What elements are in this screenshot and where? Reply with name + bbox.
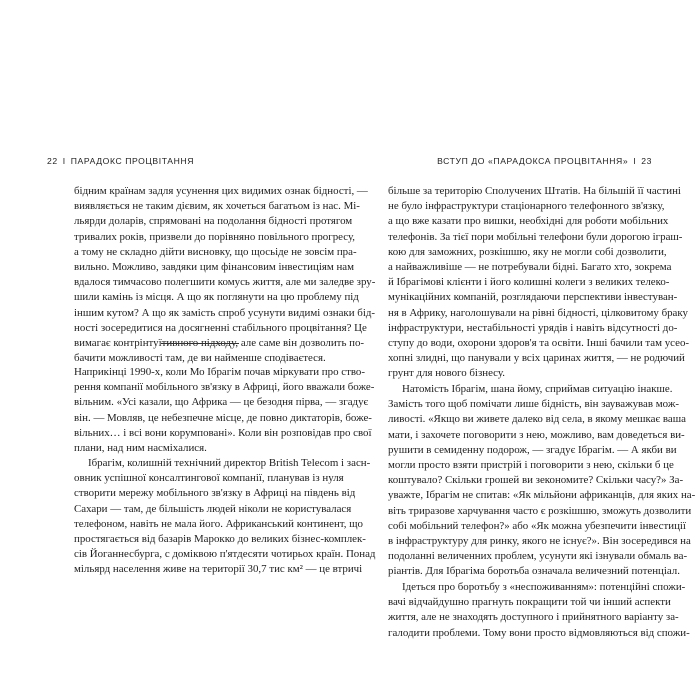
running-head-separator: I <box>62 156 66 166</box>
text-line: вільним. «Усі казали, що Африка — це безодня пірва, — згадує <box>74 396 369 409</box>
text-line: й Ібрагімові клієнти і його колишні колеги з великих телеко- <box>388 276 670 289</box>
text-line: шили камінь із місця. А що як поглянути на цю проблему під <box>74 291 359 304</box>
text-line: плани, над ним насміхалися. <box>74 441 207 454</box>
left-paragraph-2 <box>74 365 375 456</box>
text-line: телефонів. За тієї пори мобільні телефони були дорогою іграш- <box>388 230 683 243</box>
text-line: не було інфраструктури стаціонарного телефонного зв'язку, <box>388 200 665 213</box>
text-line: вимагає контрінтуїтивного підходу, але саме він дозволить по- <box>74 336 365 349</box>
running-head-right <box>437 156 652 166</box>
text-line: в інфраструктуру для ринку, якого не існує?». Він зосередився на <box>388 534 691 547</box>
text-line: тривалих років, призвели до порівняно повільного прогресу, <box>74 230 356 243</box>
running-title-left: ПАРАДОКС ПРОЦВІТАННЯ <box>70 156 195 166</box>
text-line: ливості. «Якщо ви живете далеко від села, в якому мешкає ваша <box>388 413 686 426</box>
text-line: мати, і захочете поговорити з нею, можливо, вам доведеться ви- <box>388 428 685 441</box>
text-line: сів Йоганнесбурга, с доміквою п'ятдесяти чотирьох країн. Понад <box>74 548 376 561</box>
left-paragraph-1 <box>74 184 376 366</box>
text-line: а що вже казати про вишки, необхідні для роботи мобільних <box>388 215 669 228</box>
text-line: бачити можливості там, де ви найменше сподіваєтеся. <box>74 352 326 365</box>
text-line: уважте, Ібрагім не спитав: «Як мільйони африканців, для яких на- <box>388 489 696 502</box>
text-line: іншим кутом? А що як замість спроб усунути видимі ознаки бід- <box>74 306 376 319</box>
text-line: галодити проблеми. Тому вони просто відмовляються від спожи- <box>388 626 690 639</box>
text-line: Замість того щоб помічати лише бідність, він зауважував мож- <box>388 398 679 411</box>
text-line: собі мобільний телефон?» або «Як можна убезпечити інвестиції <box>388 519 686 532</box>
text-line: кою для заможних, розкішшю, яку не могли собі дозволити, <box>388 245 667 258</box>
text-line: грунт для нового бізнесу. <box>388 367 505 380</box>
text-line: виявляється не таким дієвим, як хочеться багатьом із нас. Мі- <box>74 200 360 213</box>
text-line: ності зосередитися на досягненні стабільного процвітання? Це <box>74 321 367 334</box>
running-title-right: ВСТУП ДО «ПАРАДОКСА ПРОЦВІТАННЯ» <box>437 156 629 166</box>
text-line: ня в Африку, наголошували на рівні бідності, цілковитому браку <box>388 306 688 319</box>
text-line: Ібрагім, колишній технічний директор British Telecom і засн- <box>88 457 371 469</box>
text-line: інфраструктури, нестабільності урядів і навіть відсутності до- <box>388 321 678 334</box>
text-line: могли просто взяти пристрій і поговорити з нею, скільки б це <box>388 458 674 471</box>
text-line: мільярд населення живе на території 30,7 тис км² — це втричі <box>74 563 363 576</box>
right-paragraph-3 <box>388 580 690 641</box>
section-divider <box>161 343 239 344</box>
running-head-separator: I <box>633 156 637 166</box>
text-line: бідним країнам задля усунення цих видимих ознак бідності, — <box>74 185 368 197</box>
text-line: ріантів. Для Ібрагіма боротьба означала величезний потенціал. <box>388 565 680 578</box>
text-line: простягається від базарів Марокко до великих бізнес-комплек- <box>74 532 366 545</box>
text-line: Натомість Ібрагім, шана йому, сприймав ситуацію інакше. <box>402 383 673 395</box>
right-paragraph-2 <box>388 382 696 579</box>
text-line: життя, але не знаходять доступного і прийнятного варіанту за- <box>388 611 679 624</box>
text-line: вильно. Можливо, завдяки цим фінансовим інвестиціям нам <box>74 260 355 273</box>
text-line: льярди доларів, спрямовані на подолання бідності протягом <box>74 215 353 228</box>
running-head-left <box>47 156 194 166</box>
text-line: вачі відчайдушно прагнуть покращити той чи інший аспекти <box>388 596 671 609</box>
text-line: мунікаційних компаній, розглядаючи перспективи інвестуван- <box>388 291 678 304</box>
text-line: подоланні величенних проблем, усунути які ізнували обмаль ва- <box>388 550 688 563</box>
text-line: а тому не складно дійти висновку, що щосьіде не зовсім пра- <box>74 245 357 258</box>
text-line: він. — Мовляв, це небезпечне місце, де повно диктаторів, боже- <box>74 411 372 424</box>
text-line: віть триразове харчування часто є розкішшю, зможуть дозволити <box>388 504 692 517</box>
text-line: вдалося тимчасово полегшити комусь життя, але ми заледве зру- <box>74 276 376 289</box>
page-number-left: 22 <box>47 156 58 166</box>
text-line: рення компанії мобільного зв'язку в Африці, його вважали боже- <box>74 381 375 394</box>
text-line: коштувало? Скільки грошей ви зекономите? Скільки часу?» За- <box>388 474 684 487</box>
text-line: ступу до води, охорони здоров'я та освіти. Інші бачили там усео- <box>388 336 690 349</box>
text-line: Ідеться про боротьбу з «неспоживанням»: потенційні спожи- <box>402 581 686 593</box>
text-line: вільних… і всі вони корумповані». Коли він розповідав про свої <box>74 426 372 439</box>
text-line: Сахари — там, де більшість людей ніколи не користувалася <box>74 502 352 515</box>
left-paragraph-3 <box>74 456 376 578</box>
text-line: більше за територію Сполучених Штатів. На більшій її частині <box>388 185 681 197</box>
text-line: овник успішної консалтингової компанії, планував із нуля <box>74 472 344 485</box>
right-paragraph-1 <box>388 184 690 381</box>
text-line: рушити в семиденну подорож, — згадує Ібрагім. — А якби ви <box>388 443 677 456</box>
text-line: телефоном, навіть не мала його. Африканський континент, що <box>74 517 364 530</box>
text-line: створити мережу мобільного зв'язку в Африці на південь від <box>74 487 356 500</box>
text-line: Наприкінці 1990-х, коли Мо Ібрагім почав міркувати про ство- <box>74 366 365 378</box>
page-number-right: 23 <box>641 156 652 166</box>
text-line: хопні злидні, що панували у всіх царинах життя, — не родючий <box>388 352 685 365</box>
text-line: а найважливіше — не потребували бідні. Багато хто, зокрема <box>388 260 672 273</box>
